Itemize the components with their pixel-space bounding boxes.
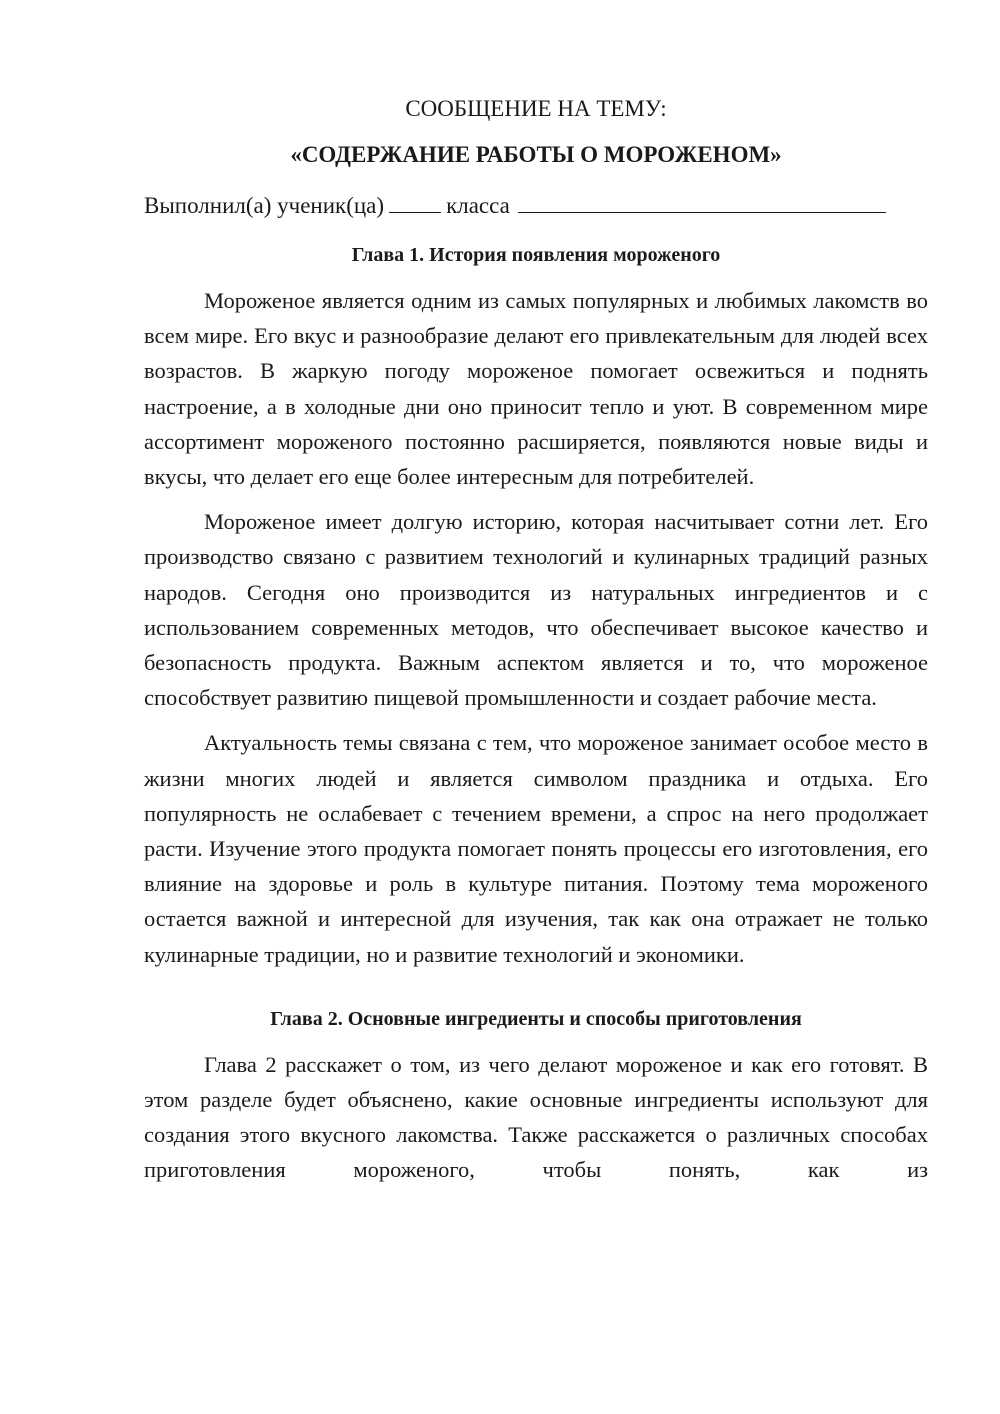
grade-blank-field (389, 188, 441, 213)
chapter-2-paragraph-1: Глава 2 расскажет о том, из чего делают мороженое и как его готовят. В этом разделе будет объяснено, какие основные ингредиенты используют для создания этого вкусного лакомства. Также расскажется о различных способах приготовления мороженого, чтобы понять, как из (144, 1051, 928, 1183)
chapter-2-heading: Глава 2. Основные ингредиенты и способы приготовления (270, 1007, 802, 1030)
chapter-1-paragraph-1: Мороженое является одним из самых популярных и любимых лакомств во всем мире. Его вкус и разнообразие делают его привлекательным для людей всех возрастов. В жаркую погоду мороженое помогает освежиться и поднять настроение, а в холодные дни оно приносит тепло и уют. В современном мире ассортимент мороженого постоянно расширяется, появляются новые виды и вкусы, что делает его еще более интересным для потребителей. (144, 288, 928, 490)
document-title-line-1: СООБЩЕНИЕ НА ТЕМУ: (405, 96, 667, 121)
author-line (144, 188, 928, 223)
document-page (144, 92, 928, 1198)
class-word: класса (446, 193, 510, 218)
chapter-1-heading: Глава 1. История появления мороженого (351, 244, 721, 266)
name-blank-field (518, 188, 886, 213)
chapter-1-paragraph-3: Актуальность темы связана с тем, что мороженое занимает особое место в жизни многих людей и является символом праздника и отдыха. Его популярность не ослабевает с течением времени, а спрос на него продолжает расти. Изучение этого продукта помогает понять процессы его изготовления, его влияние на здоровье и роль в культуре питания. Поэтому тема мороженого остается важной и интересной для изучения, так как она отражает не только кулинарные традиции, но и развитие технологий и экономики. (144, 730, 928, 967)
author-prefix: Выполнил(а) ученик(ца) (144, 193, 385, 218)
document-title-line-2: «СОДЕРЖАНИЕ РАБОТЫ О МОРОЖЕНОМ» (290, 142, 782, 167)
chapter-1-paragraph-2: Мороженое имеет долгую историю, которая насчитывает сотни лет. Его производство связано с развитием технологий и кулинарных традиций разных народов. Сегодня оно производится из натуральных ингредиентов и с использованием современных методов, что обеспечивает высокое качество и безопасность продукта. Важным аспектом является и то, что мороженое способствует развитию пищевой промышленности и создает рабочие места. (144, 509, 928, 711)
